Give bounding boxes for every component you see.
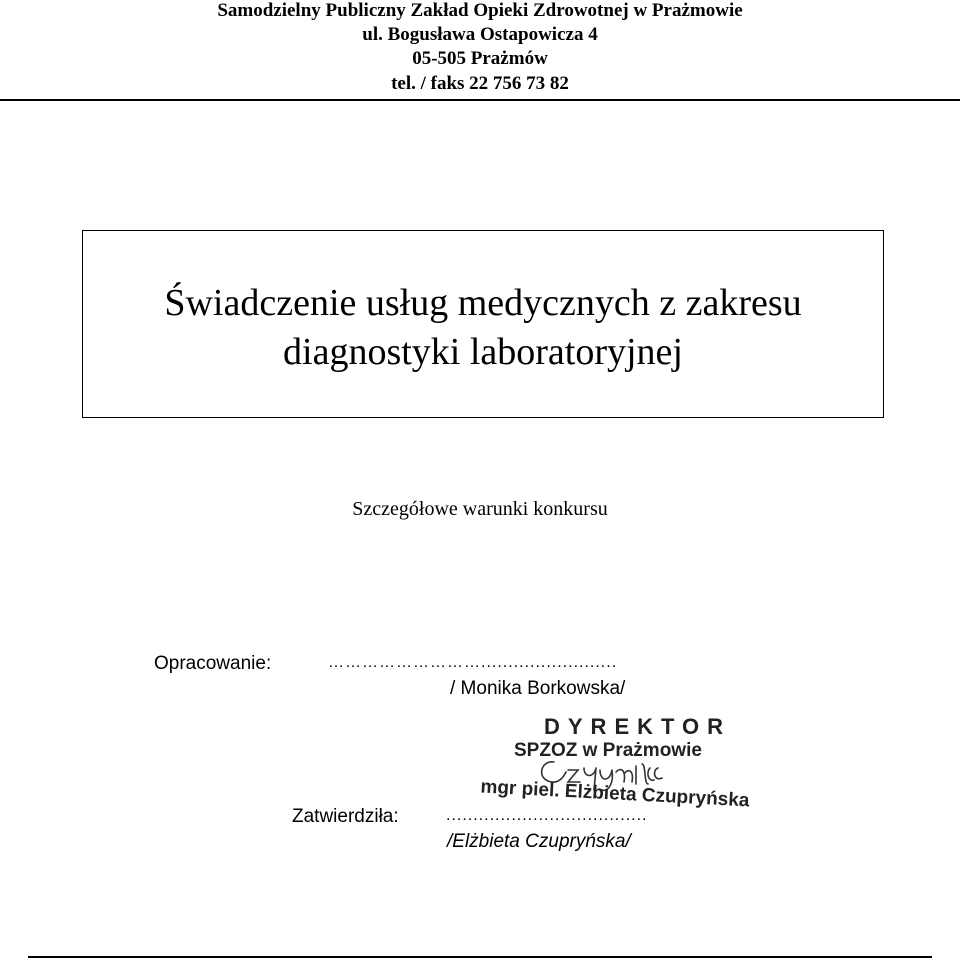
approved-by-label: Zatwierdziła:	[292, 806, 399, 827]
header-divider	[0, 99, 960, 101]
title-line-2: diagnostyki laboratoryjnej	[283, 331, 683, 373]
organization-postal-city: 05-505 Prażmów	[412, 48, 548, 69]
prepared-by-signature-line: ……………………….........................	[328, 654, 618, 671]
title-line-1: Świadczenie usług medycznych z zakresu	[164, 282, 802, 324]
organization-street: ul. Bogusława Ostapowicza 4	[362, 24, 598, 45]
prepared-by-label: Opracowanie:	[154, 653, 272, 674]
stamp-signatory: mgr piel. Elżbieta Czupryńska	[479, 776, 750, 812]
organization-name: Samodzielny Publiczny Zakład Opieki Zdrowotnej w Prażmowie	[217, 0, 743, 21]
prepared-by-name: / Monika Borkowska/	[450, 678, 626, 699]
stamp-institution: SPZOZ w Prażmowie	[514, 740, 702, 761]
organization-phone: tel. / faks 22 756 73 82	[391, 73, 569, 94]
approved-by-signature-line: .....................................	[446, 807, 648, 824]
footer-divider	[28, 956, 932, 958]
approved-by-name: /Elżbieta Czupryńska/	[447, 831, 631, 852]
stamp-title: DYREKTOR	[544, 714, 732, 739]
document-subtitle: Szczegółowe warunki konkursu	[352, 498, 608, 520]
title-box	[82, 230, 884, 418]
